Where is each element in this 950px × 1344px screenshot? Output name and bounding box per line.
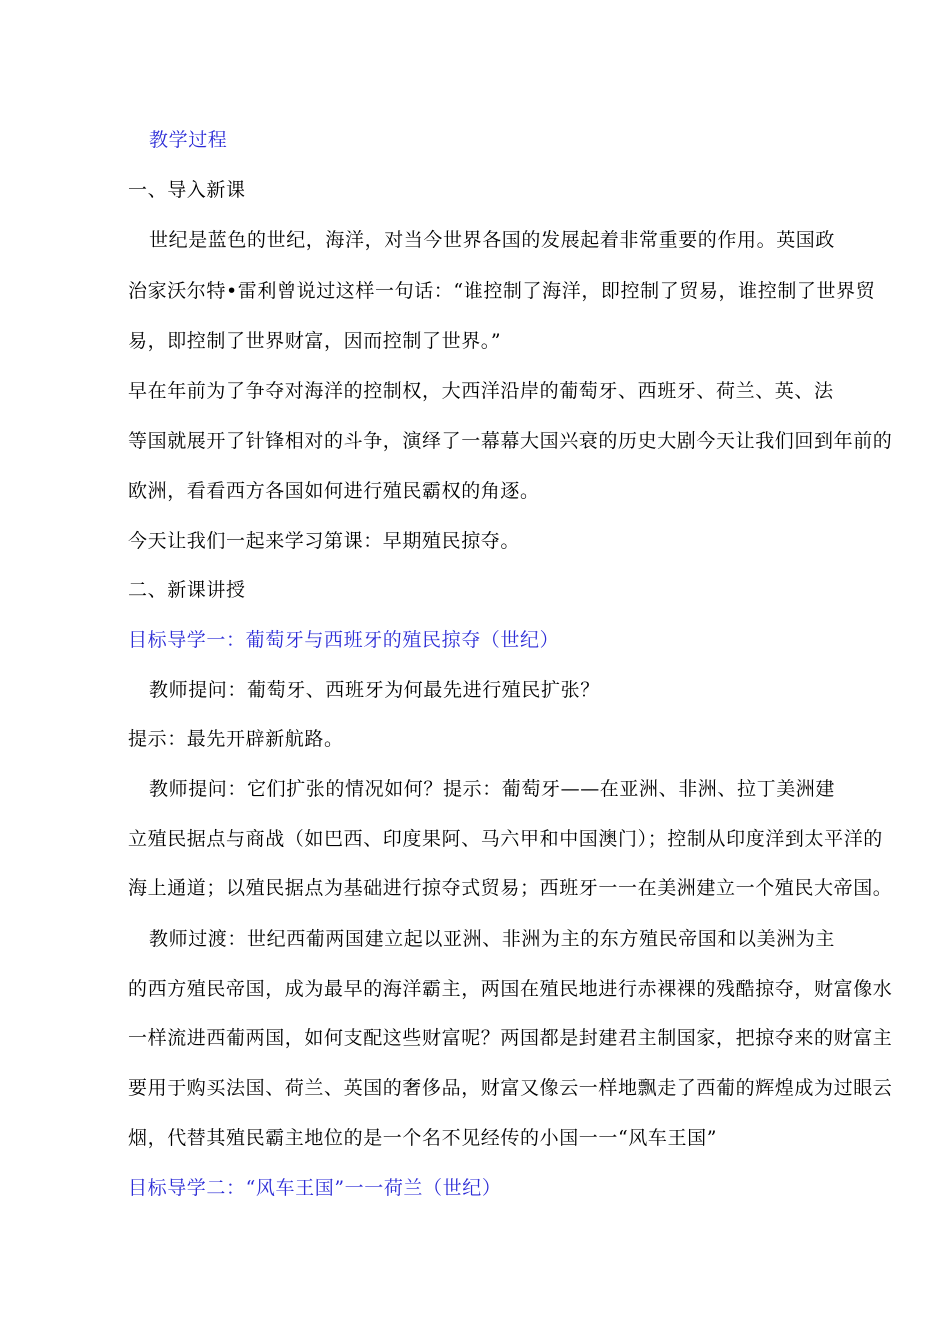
paragraph-1-line-1: 世纪是蓝色的世纪，海洋，对当今世界各国的发展起着非常重要的作用。英国政: [149, 229, 836, 251]
teacher-transition-line-5: 烟，代替其殖民霸主地位的是一个名不见经传的小国一一“风车王国”: [128, 1127, 718, 1149]
teacher-transition-line-4: 要用于购买法国、荷兰、英国的奢侈品，财富又像云一样地飘走了西葡的辉煌成为过眼云: [128, 1077, 893, 1099]
paragraph-1-line-3: 易，即控制了世界财富，因而控制了世界。”: [128, 330, 502, 352]
paragraph-1-line-2: 治家沃尔特•雷利曾说过这样一句话：“谁控制了海洋，即控制了贸易，谁控制了世界贸: [128, 280, 876, 302]
teacher-transition-line-1: 教师过渡：世纪西葡两国建立起以亚洲、非洲为主的东方殖民帝国和以美洲为主: [149, 928, 836, 950]
teacher-question-2-line-1: 教师提问：它们扩张的情况如何？提示：葡萄牙——在亚洲、非洲、拉丁美洲建: [149, 778, 836, 800]
teacher-question-2-line-3: 海上通道；以殖民据点为基础进行掠夺式贸易；西班牙一一在美洲建立一个殖民大帝国。: [128, 877, 893, 899]
section-heading-intro: 一、导入新课: [128, 179, 246, 201]
teacher-transition-line-3: 一样流进西葡两国，如何支配这些财富呢？两国都是封建君主制国家，把掠夺来的财富主: [128, 1027, 893, 1049]
section-heading-new-lesson: 二、新课讲授: [128, 579, 246, 601]
teacher-question-2-line-2: 立殖民据点与商战（如巴西、印度果阿、马六甲和中国澳门）；控制从印度洋到太平洋的: [128, 828, 883, 850]
hint-1: 提示：最先开辟新航路。: [128, 728, 344, 750]
teacher-question-1: 教师提问：葡萄牙、西班牙为何最先进行殖民扩张？: [149, 679, 600, 701]
paragraph-2-line-1: 早在年前为了争夺对海洋的控制权，大西洋沿岸的葡萄牙、西班牙、荷兰、英、法: [128, 380, 834, 402]
paragraph-2-line-3: 欧洲，看看西方各国如何进行殖民霸权的角逐。: [128, 480, 540, 502]
teacher-transition-line-2: 的西方殖民帝国，成为最早的海洋霸主，两国在殖民地进行赤裸裸的残酷掠夺，财富像水: [128, 978, 893, 1000]
document-title: 教学过程: [149, 129, 228, 151]
goal-heading-1: 目标导学一：葡萄牙与西班牙的殖民掠夺（世纪）: [128, 629, 560, 651]
goal-heading-2: 目标导学二：“风车王国”一一荷兰（世纪）: [128, 1177, 502, 1199]
paragraph-2-line-2: 等国就展开了针锋相对的斗争，演绎了一幕幕大国兴衰的历史大剧今天让我们回到年前的: [128, 430, 893, 452]
paragraph-3: 今天让我们一起来学习第课：早期殖民掠夺。: [128, 530, 521, 552]
